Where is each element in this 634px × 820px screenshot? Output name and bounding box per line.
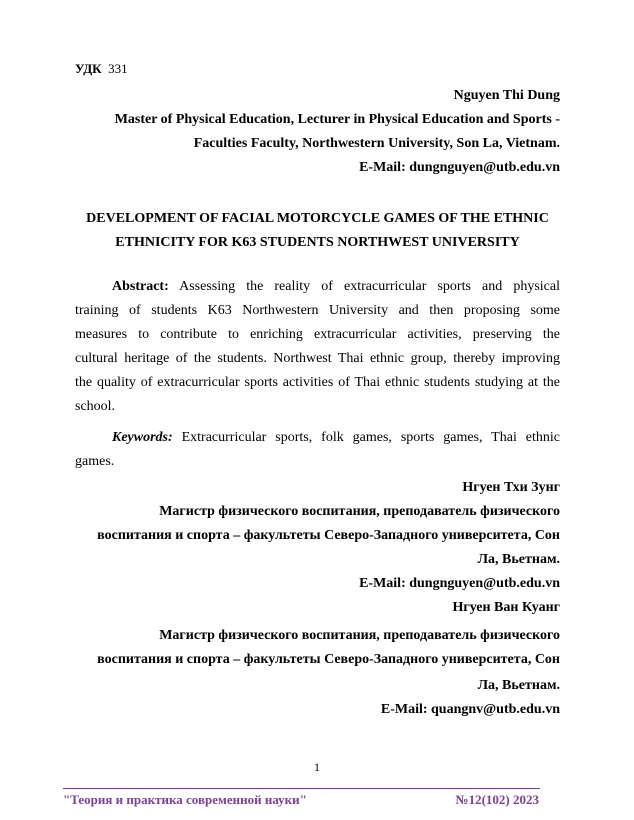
author-affiliation-ru-2-line-2: воспитания и спорта – факультеты Северо-Западного университета, Сон [97, 652, 560, 667]
footer-divider [63, 788, 540, 789]
paper-title-line-2: ETHNICITY FOR K63 STUDENTS NORTHWEST UNIVERSITY [115, 235, 520, 250]
abstract-line-5: the quality of extracurricular sports activities of Thai ethnic students studying at the [75, 375, 560, 390]
udc-code [75, 61, 128, 77]
abstract-line-1 [112, 277, 560, 297]
author-affiliation-en-2: Faculties Faculty, Northwestern University, Son La, Vietnam. [193, 136, 560, 151]
footer-issue: №12(102) 2023 [455, 792, 539, 807]
abstract-text-1: Assessing the reality of extracurricular sports and physical [179, 279, 560, 294]
author-email-en: E-Mail: dungnguyen@utb.edu.vn [359, 160, 560, 175]
abstract-label: Abstract: [112, 279, 169, 294]
author-affiliation-ru-1-line-2: воспитания и спорта – факультеты Северо-Западного университета, Сон [97, 528, 560, 543]
author-affiliation-ru-1-line-3: Ла, Вьетнам. [477, 552, 560, 567]
keywords-line-2: games. [75, 454, 115, 469]
keywords-label: Keywords: [112, 430, 173, 445]
abstract-line-4: cultural heritage of the students. Northwest Thai ethnic group, thereby improving [75, 351, 560, 366]
abstract-line-3: measures to contribute to enriching extracurricular activities, preserving the [75, 327, 560, 342]
udc-label: УДК [75, 61, 102, 76]
author-affiliation-en-1: Master of Physical Education, Lecturer in Physical Education and Sports - [114, 112, 560, 127]
paper-title-line-1: DEVELOPMENT OF FACIAL MOTORCYCLE GAMES OF THE ETHNIC [86, 211, 549, 226]
author-affiliation-ru-1-line-1: Магистр физического воспитания, преподаватель физического [159, 504, 560, 519]
abstract-line-6: school. [75, 399, 116, 414]
keywords-line-1 [112, 428, 560, 448]
abstract-line-2: training of students K63 Northwestern University and then proposing some [75, 303, 560, 318]
author-name-ru-2: Нгуен Ван Куанг [452, 600, 560, 615]
page-number: 1 [314, 760, 320, 774]
author-affiliation-ru-2-line-1: Магистр физического воспитания, преподаватель физического [159, 628, 560, 643]
author-name-ru-1: Нгуен Тхи Зунг [462, 480, 560, 495]
author-name-en: Nguyen Thi Dung [453, 88, 560, 103]
udc-number: 331 [108, 61, 128, 76]
keywords-text-1: Extracurricular sports, folk games, sports games, Thai ethnic [181, 430, 560, 445]
footer-journal-name: "Теория и практика современной науки" [63, 792, 307, 807]
author-email-ru-2: E-Mail: quangnv@utb.edu.vn [380, 702, 560, 717]
author-affiliation-ru-2-line-3: Ла, Вьетнам. [477, 678, 560, 693]
author-email-ru-1: E-Mail: dungnguyen@utb.edu.vn [359, 576, 560, 591]
